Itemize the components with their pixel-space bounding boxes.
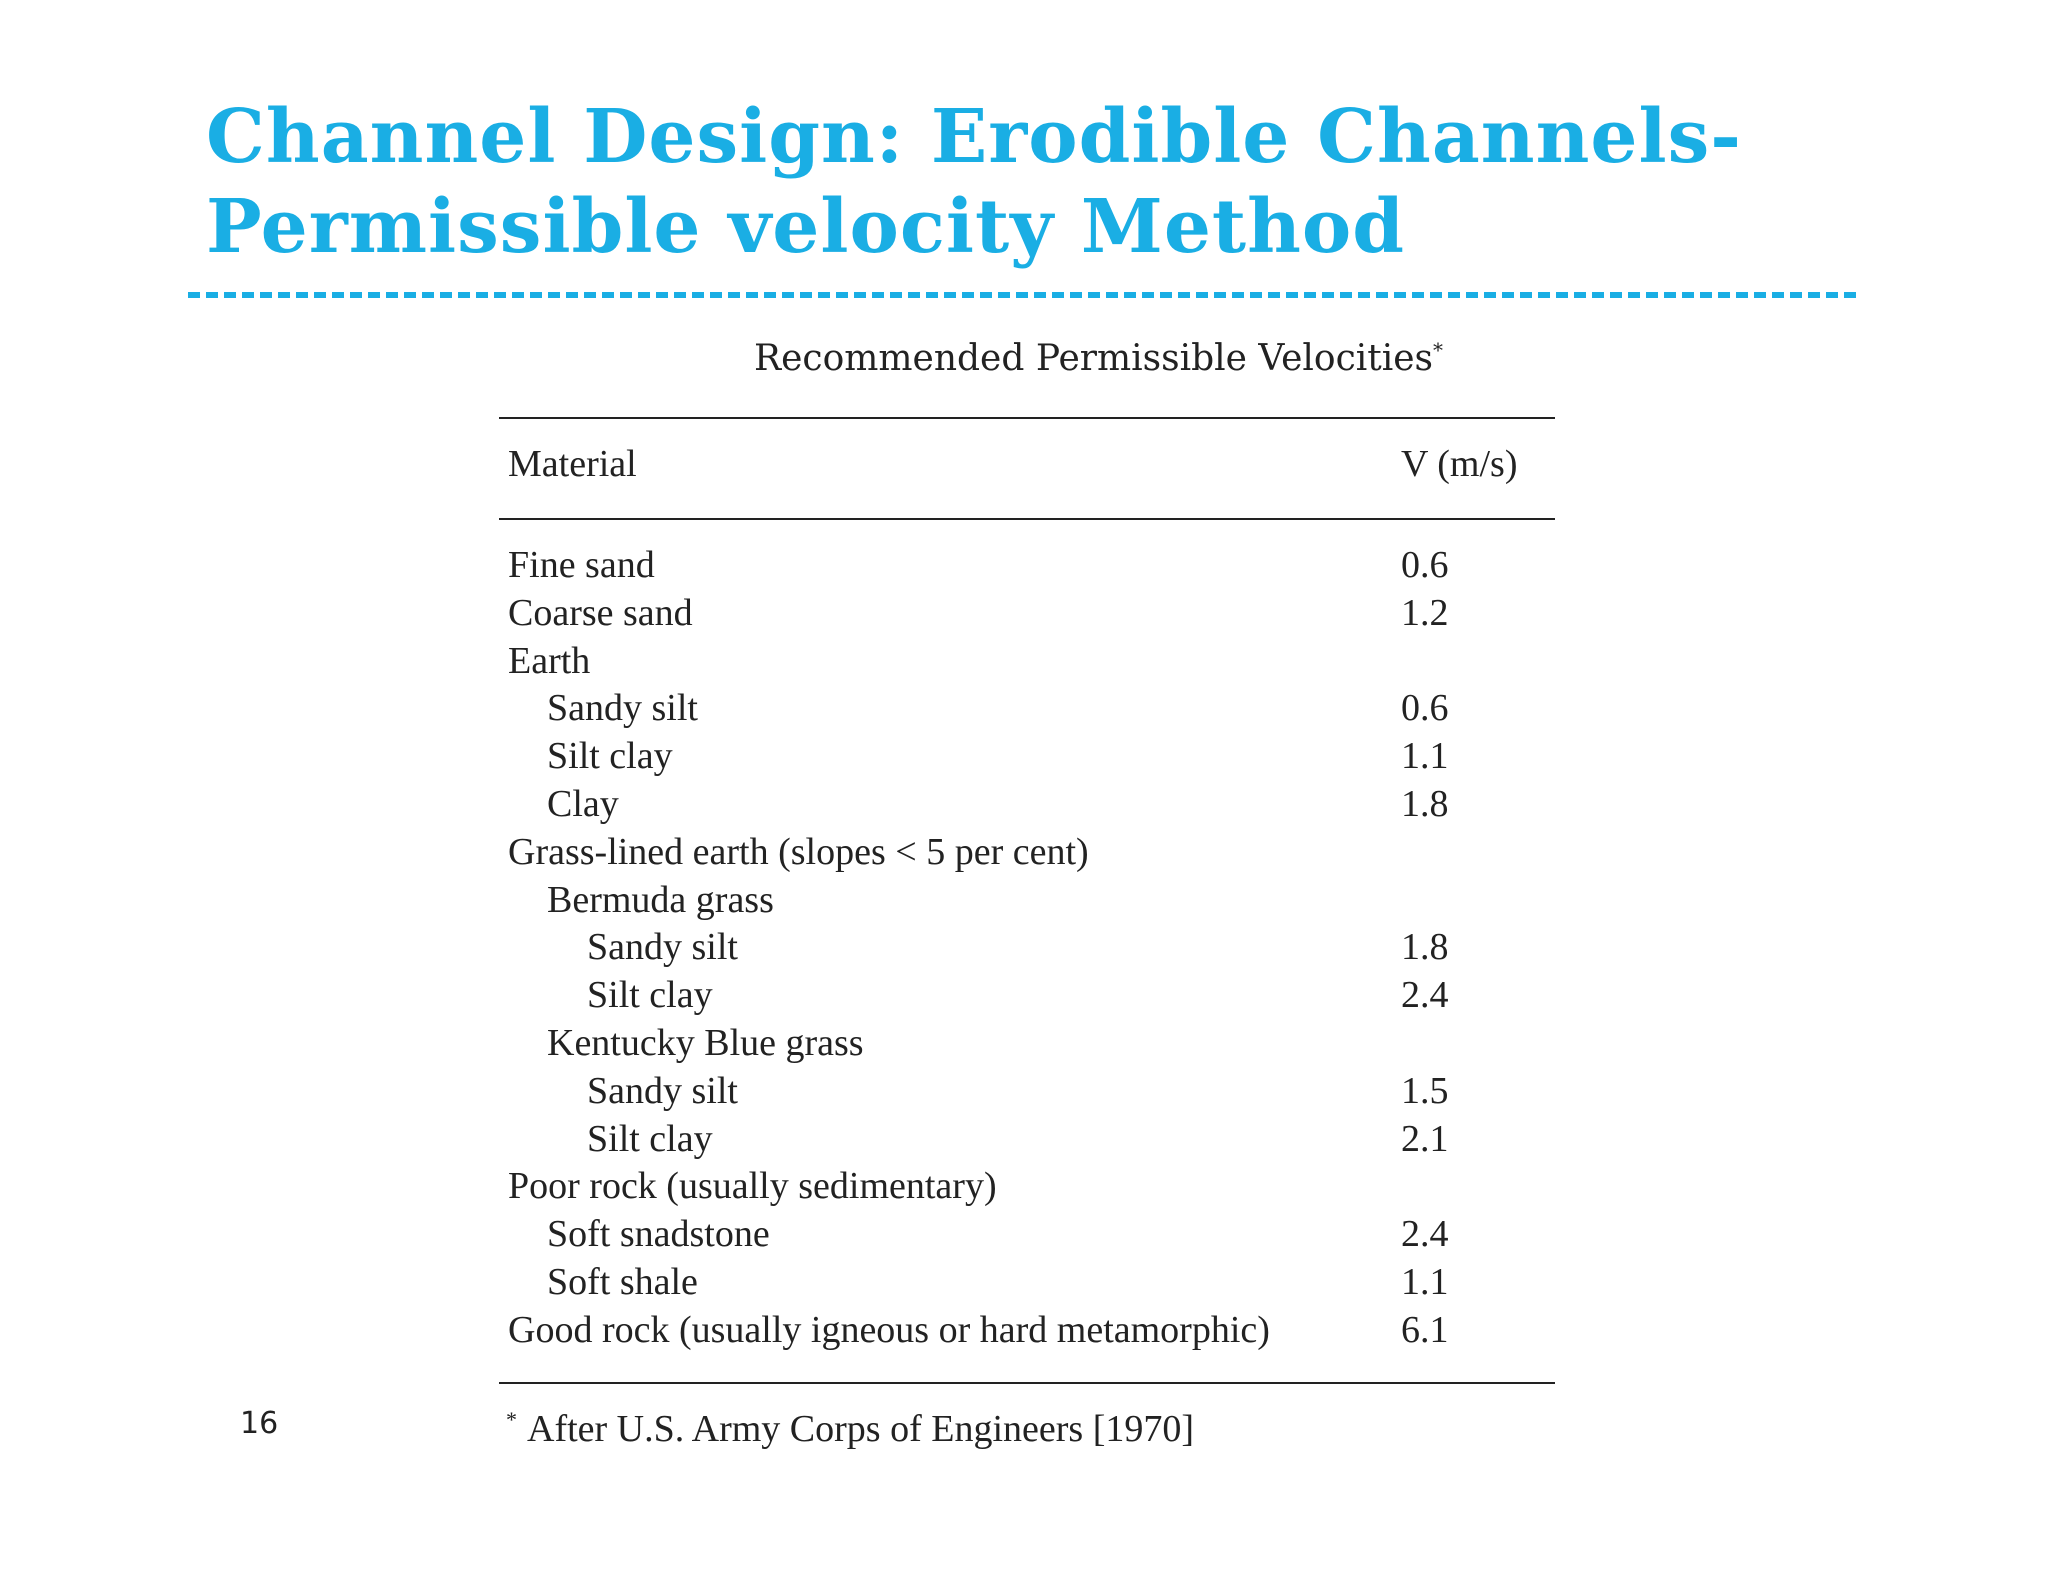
table-row bbox=[0, 686, 2048, 734]
slide-title-line-2: Permissible velocity Method bbox=[206, 184, 1406, 270]
table-row bbox=[0, 973, 2048, 1021]
table-body bbox=[0, 543, 2048, 1356]
material-cell: Kentucky Blue grass bbox=[547, 1021, 864, 1064]
velocity-cell: 1.5 bbox=[1401, 1069, 1449, 1112]
table-top-rule bbox=[499, 417, 1555, 419]
table-row bbox=[0, 639, 2048, 687]
material-cell: Silt clay bbox=[587, 1117, 713, 1160]
footnote-text: After U.S. Army Corps of Engineers [1970] bbox=[527, 1408, 1195, 1450]
slide-title-line-1: Channel Design: Erodible Channels- bbox=[206, 94, 1742, 180]
velocity-cell: 1.8 bbox=[1401, 926, 1449, 969]
table-row bbox=[0, 1069, 2048, 1117]
velocity-cell: 1.1 bbox=[1401, 1260, 1449, 1303]
table-row bbox=[0, 591, 2048, 639]
footnote-mark: * bbox=[506, 1407, 517, 1433]
table-footnote bbox=[506, 1407, 1194, 1451]
table-row bbox=[0, 734, 2048, 782]
velocity-cell: 1.8 bbox=[1401, 782, 1449, 825]
table-row bbox=[0, 1212, 2048, 1260]
table-caption bbox=[754, 338, 1443, 379]
material-cell: Good rock (usually igneous or hard metamorphic) bbox=[508, 1308, 1270, 1351]
velocity-cell: 0.6 bbox=[1401, 544, 1449, 586]
table-row bbox=[0, 1260, 2048, 1308]
table-row bbox=[0, 878, 2048, 926]
material-cell: Coarse sand bbox=[508, 591, 693, 634]
table-row bbox=[0, 830, 2048, 878]
material-cell: Bermuda grass bbox=[547, 878, 774, 921]
velocity-cell: 2.4 bbox=[1401, 1213, 1449, 1256]
velocity-cell: 0.6 bbox=[1401, 687, 1449, 730]
table-caption-mark: * bbox=[1433, 338, 1444, 362]
material-cell: Soft shale bbox=[547, 1260, 698, 1303]
velocity-cell: 1.1 bbox=[1401, 735, 1449, 778]
material-cell: Earth bbox=[508, 639, 591, 682]
table-row bbox=[0, 1117, 2048, 1165]
slide-title bbox=[206, 92, 1742, 272]
material-cell: Sandy silt bbox=[587, 926, 738, 969]
table-row bbox=[0, 1021, 2048, 1069]
table-row bbox=[0, 543, 2048, 591]
velocity-cell: 2.4 bbox=[1401, 974, 1449, 1017]
material-cell: Poor rock (usually sedimentary) bbox=[508, 1165, 997, 1208]
title-divider bbox=[188, 292, 1856, 298]
table-header-rule bbox=[499, 518, 1555, 520]
column-header-velocity: V (m/s) bbox=[1401, 443, 1518, 485]
table-row bbox=[0, 925, 2048, 973]
column-header-material: Material bbox=[508, 443, 637, 485]
velocity-cell: 1.2 bbox=[1401, 591, 1449, 634]
material-cell: Sandy silt bbox=[587, 1069, 738, 1112]
table-row bbox=[0, 1164, 2048, 1212]
velocity-cell: 6.1 bbox=[1401, 1308, 1449, 1351]
velocity-cell: 2.1 bbox=[1401, 1117, 1449, 1160]
material-cell: Silt clay bbox=[587, 974, 713, 1017]
table-bottom-rule bbox=[499, 1382, 1555, 1384]
table-caption-text: Recommended Permissible Velocities bbox=[754, 338, 1434, 379]
table-row bbox=[0, 1308, 2048, 1356]
page-number: 16 bbox=[240, 1406, 279, 1441]
table-row bbox=[0, 782, 2048, 830]
material-cell: Silt clay bbox=[547, 735, 673, 778]
material-cell: Grass-lined earth (slopes < 5 per cent) bbox=[508, 830, 1089, 873]
material-cell: Fine sand bbox=[508, 544, 655, 586]
material-cell: Soft snadstone bbox=[547, 1213, 770, 1256]
material-cell: Clay bbox=[547, 782, 619, 825]
material-cell: Sandy silt bbox=[547, 687, 698, 730]
